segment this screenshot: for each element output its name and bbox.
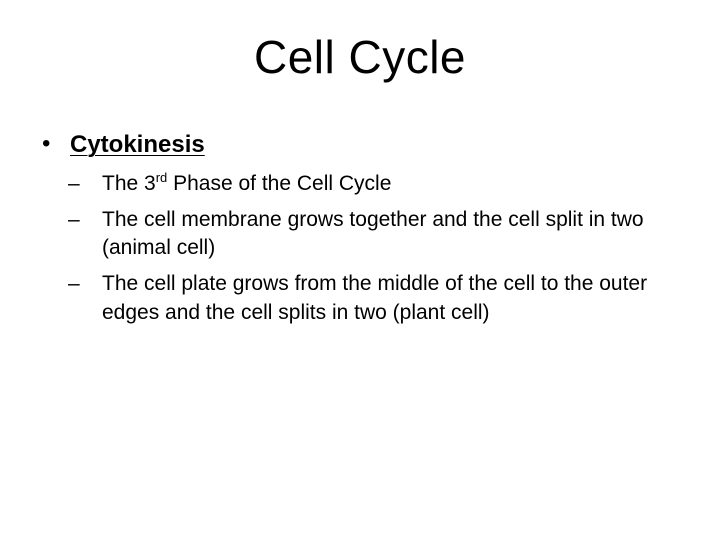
dash-icon: – <box>68 172 80 195</box>
sub-bullet-text: The 3 <box>102 172 156 195</box>
sub-bullet-text: The cell plate grows from the middle of the cell to the outer edges and the cell splits in two (plant cell) <box>102 272 648 324</box>
sub-bullet-animal-cell <box>36 206 696 262</box>
dash-icon: – <box>68 208 80 232</box>
bullet-label: Cytokinesis <box>70 131 205 158</box>
ordinal-suffix: rd <box>155 170 168 185</box>
sub-bullet-list <box>36 170 696 327</box>
dash-icon: – <box>68 272 80 296</box>
sub-bullet-phase <box>36 170 696 198</box>
sub-bullet-text-cont: Phase of the Cell Cycle <box>167 172 392 195</box>
sub-bullet-text: The cell membrane grows together and the cell split in two (animal cell) <box>102 208 644 260</box>
bullet-cytokinesis <box>36 130 696 160</box>
bullet-dot-icon: • <box>42 130 51 157</box>
sub-bullet-plant-cell <box>36 270 696 326</box>
slide-content <box>36 130 696 335</box>
slide-title: Cell Cycle <box>253 31 467 83</box>
